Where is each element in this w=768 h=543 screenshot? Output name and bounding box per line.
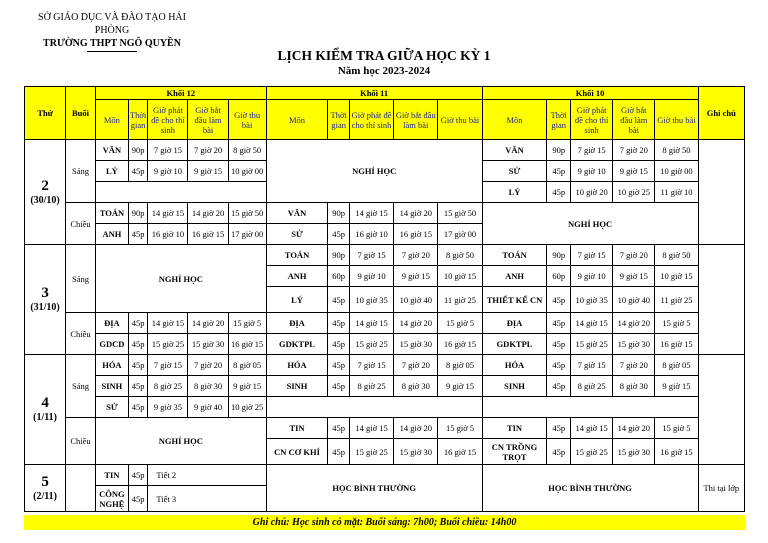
k11-col-phat: Giờ phát đề cho thí sinh — [349, 100, 393, 140]
subject: HÓA — [482, 355, 547, 376]
time-cell: 14 giờ 20 — [188, 313, 228, 334]
table-row — [25, 313, 745, 334]
table-row — [25, 334, 745, 355]
time-cell: 9 giờ 15 — [655, 376, 698, 397]
time-cell: 10 giờ 00 — [228, 161, 266, 182]
session-label: Chiều — [66, 313, 96, 355]
k12-col-thu: Giờ thu bài — [228, 100, 266, 140]
time-cell: 14 giờ 20 — [613, 418, 655, 439]
k12-col-thoigian: Thời gian — [128, 100, 148, 140]
subject: ĐỊA — [482, 313, 547, 334]
duration: 45p — [328, 224, 350, 245]
time-cell: 8 giờ 30 — [613, 376, 655, 397]
time-cell: 16 giờ 15 — [438, 334, 482, 355]
time-cell: 8 giờ 25 — [349, 376, 393, 397]
note-cell — [698, 140, 744, 245]
time-cell: 15 giờ 5 — [438, 418, 482, 439]
note-thi-tai-lop: Thi tại lớp — [698, 465, 744, 512]
time-cell: 10 giờ 25 — [228, 397, 266, 418]
empty-cell — [266, 397, 482, 418]
time-cell: 16 giờ 15 — [188, 224, 228, 245]
subject: TIN — [95, 465, 128, 486]
subject: VĂN — [95, 140, 128, 161]
subject: SINH — [482, 376, 547, 397]
subject: LÝ — [482, 182, 547, 203]
time-cell: 10 giờ 40 — [394, 287, 438, 313]
time-cell: 9 giờ 35 — [148, 397, 188, 418]
k12-no-school: NGHỈ HỌC — [95, 245, 266, 313]
k11-col-batdau: Giờ bắt đầu làm bài — [394, 100, 438, 140]
time-cell: 10 giờ 40 — [613, 287, 655, 313]
time-cell: 9 giờ 10 — [349, 266, 393, 287]
session-empty — [66, 465, 96, 512]
col-thu: Thứ — [25, 87, 66, 140]
duration: 45p — [128, 376, 148, 397]
time-cell: 7 giờ 20 — [394, 245, 438, 266]
session-label: Sáng — [66, 245, 96, 313]
time-cell: 15 giờ 5 — [655, 418, 698, 439]
duration: 45p — [128, 486, 148, 512]
duration: 45p — [328, 334, 350, 355]
time-cell: 15 giờ 5 — [438, 313, 482, 334]
period-cell: Tiết 3 — [148, 486, 266, 512]
empty-cell — [482, 397, 698, 418]
day-date: (30/10) — [30, 194, 60, 206]
time-cell: 15 giờ 30 — [394, 334, 438, 355]
time-cell: 8 giờ 50 — [228, 140, 266, 161]
document-header — [28, 11, 196, 52]
duration: 45p — [328, 376, 350, 397]
time-cell: 8 giờ 05 — [655, 355, 698, 376]
table-row — [25, 355, 745, 376]
time-cell: 14 giờ 15 — [349, 418, 393, 439]
subject: ĐỊA — [266, 313, 328, 334]
duration: 45p — [547, 161, 571, 182]
time-cell: 17 giờ 00 — [228, 224, 266, 245]
k11-normal-school: HỌC BÌNH THƯỜNG — [266, 465, 482, 512]
table-row — [25, 376, 745, 397]
duration: 45p — [547, 418, 571, 439]
note-cell — [698, 245, 744, 355]
time-cell: 7 giờ 15 — [349, 355, 393, 376]
k11-col-thoigian: Thời gian — [328, 100, 350, 140]
empty-cell — [95, 182, 266, 203]
time-cell: 8 giờ 25 — [571, 376, 613, 397]
duration: 90p — [547, 245, 571, 266]
time-cell: 7 giờ 15 — [571, 355, 613, 376]
duration: 45p — [547, 376, 571, 397]
session-label: Chiều — [66, 418, 96, 465]
header-row-columns — [25, 100, 745, 140]
subject: CN TRỒNG TRỌT — [482, 439, 547, 465]
duration: 45p — [128, 313, 148, 334]
time-cell: 7 giờ 20 — [613, 245, 655, 266]
time-cell: 8 giờ 50 — [655, 140, 698, 161]
duration: 45p — [547, 334, 571, 355]
time-cell: 10 giờ 00 — [655, 161, 698, 182]
time-cell: 17 giờ 00 — [438, 224, 482, 245]
k10-col-thu: Giờ thu bài — [655, 100, 698, 140]
time-cell: 16 giờ 15 — [394, 224, 438, 245]
time-cell: 16 giờ 15 — [228, 334, 266, 355]
subject: TOÁN — [482, 245, 547, 266]
time-cell: 10 giờ 25 — [613, 182, 655, 203]
table-row — [25, 397, 745, 418]
time-cell: 9 giờ 10 — [571, 161, 613, 182]
duration: 90p — [328, 203, 350, 224]
time-cell: 7 giờ 15 — [148, 355, 188, 376]
k12-col-phat: Giờ phát đề cho thí sinh — [148, 100, 188, 140]
subject: SỬ — [266, 224, 328, 245]
time-cell: 7 giờ 20 — [188, 140, 228, 161]
time-cell: 8 giờ 05 — [228, 355, 266, 376]
duration: 90p — [547, 140, 571, 161]
duration: 45p — [328, 355, 350, 376]
time-cell: 15 giờ 50 — [438, 203, 482, 224]
time-cell: 10 giờ 15 — [655, 266, 698, 287]
table-row — [25, 203, 745, 224]
day-date: (31/10) — [30, 302, 60, 313]
duration: 45p — [547, 355, 571, 376]
time-cell: 7 giờ 20 — [188, 355, 228, 376]
time-cell: 15 giờ 5 — [228, 313, 266, 334]
session-label: Sáng — [66, 355, 96, 418]
block-11-header: Khối 11 — [266, 87, 482, 100]
duration: 45p — [547, 182, 571, 203]
duration: 60p — [547, 266, 571, 287]
time-cell: 15 giờ 30 — [394, 439, 438, 465]
subject: GDCD — [95, 334, 128, 355]
time-cell: 11 giờ 25 — [438, 287, 482, 313]
time-cell: 8 giờ 50 — [438, 245, 482, 266]
subject: ANH — [482, 266, 547, 287]
time-cell: 11 giờ 25 — [655, 287, 698, 313]
subject: THIẾT KẾ CN — [482, 287, 547, 313]
time-cell: 7 giờ 20 — [613, 355, 655, 376]
k12-no-school: NGHỈ HỌC — [95, 418, 266, 465]
time-cell: 15 giờ 50 — [228, 203, 266, 224]
duration: 45p — [328, 418, 350, 439]
duration: 45p — [328, 313, 350, 334]
subject: TOÁN — [95, 203, 128, 224]
time-cell: 14 giờ 15 — [571, 313, 613, 334]
time-cell: 16 giờ 15 — [655, 439, 698, 465]
subject: SINH — [95, 376, 128, 397]
subject: HÓA — [95, 355, 128, 376]
time-cell: 15 giờ 5 — [655, 313, 698, 334]
time-cell: 16 giờ 15 — [655, 334, 698, 355]
time-cell: 9 giờ 10 — [148, 161, 188, 182]
time-cell: 8 giờ 25 — [148, 376, 188, 397]
subject: TOÁN — [266, 245, 328, 266]
subject: CÔNG NGHỆ — [95, 486, 128, 512]
time-cell: 15 giờ 30 — [188, 334, 228, 355]
time-cell: 10 giờ 20 — [571, 182, 613, 203]
time-cell: 14 giờ 15 — [349, 313, 393, 334]
subject: VĂN — [266, 203, 328, 224]
duration: 45p — [547, 287, 571, 313]
subject: ANH — [95, 224, 128, 245]
subject: GDKTPL — [482, 334, 547, 355]
time-cell: 7 giờ 15 — [571, 140, 613, 161]
time-cell: 7 giờ 20 — [394, 355, 438, 376]
duration: 45p — [328, 439, 350, 465]
time-cell: 14 giờ 15 — [148, 203, 188, 224]
k11-no-school: NGHỈ HỌC — [266, 140, 482, 203]
time-cell: 9 giờ 15 — [613, 161, 655, 182]
time-cell: 9 giờ 15 — [438, 376, 482, 397]
time-cell: 14 giờ 20 — [188, 203, 228, 224]
subject: SỬ — [95, 397, 128, 418]
duration: 45p — [128, 397, 148, 418]
duration: 45p — [128, 465, 148, 486]
day-number: 5 — [41, 473, 49, 490]
k10-col-thoigian: Thời gian — [547, 100, 571, 140]
day-cell — [25, 465, 66, 512]
time-cell: 14 giờ 20 — [394, 418, 438, 439]
time-cell: 11 giờ 10 — [655, 182, 698, 203]
k11-col-thu: Giờ thu bài — [438, 100, 482, 140]
subject: HÓA — [266, 355, 328, 376]
time-cell: 9 giờ 15 — [394, 266, 438, 287]
subject: CN CƠ KHÍ — [266, 439, 328, 465]
k12-col-batdau: Giờ bắt đầu làm bài — [188, 100, 228, 140]
table-row — [25, 465, 745, 486]
day-number: 3 — [41, 285, 49, 301]
subject: GDKTPL — [266, 334, 328, 355]
time-cell: 7 giờ 15 — [349, 245, 393, 266]
time-cell: 9 giờ 40 — [188, 397, 228, 418]
duration: 90p — [328, 245, 350, 266]
time-cell: 14 giờ 15 — [571, 418, 613, 439]
table-row — [25, 140, 745, 161]
time-cell: 14 giờ 15 — [349, 203, 393, 224]
day-cell — [25, 245, 66, 355]
time-cell: 8 giờ 50 — [655, 245, 698, 266]
footer-note: Ghi chú: Học sinh có mặt: Buổi sáng: 7h00; Buổi chiều: 14h00 — [24, 515, 745, 530]
time-cell: 14 giờ 20 — [394, 313, 438, 334]
k10-no-school: NGHỈ HỌC — [482, 203, 698, 245]
time-cell: 10 giờ 15 — [438, 266, 482, 287]
subject: TIN — [482, 418, 547, 439]
subject: VĂN — [482, 140, 547, 161]
time-cell: 9 giờ 15 — [613, 266, 655, 287]
time-cell: 16 giờ 10 — [349, 224, 393, 245]
block-10-header: Khối 10 — [482, 87, 698, 100]
school-year: Năm học 2023-2024 — [337, 65, 431, 77]
duration: 60p — [328, 266, 350, 287]
k10-col-phat: Giờ phát đề cho thí sinh — [571, 100, 613, 140]
duration: 45p — [128, 355, 148, 376]
page-title: LỊCH KIỂM TRA GIỮA HỌC KỲ 1 — [277, 48, 491, 63]
k12-col-mon: Môn — [95, 100, 128, 140]
time-cell: 16 giờ 10 — [148, 224, 188, 245]
table-row — [25, 418, 745, 439]
department-name: SỞ GIÁO DỤC VÀ ĐÀO TẠO HẢI PHÒNG — [38, 12, 186, 36]
duration: 45p — [547, 439, 571, 465]
time-cell: 8 giờ 30 — [394, 376, 438, 397]
subject: ĐỊA — [95, 313, 128, 334]
duration: 45p — [128, 161, 148, 182]
subject: LÝ — [95, 161, 128, 182]
time-cell: 15 giờ 30 — [613, 439, 655, 465]
exam-schedule-table — [24, 86, 745, 512]
duration: 90p — [128, 203, 148, 224]
subject: ANH — [266, 266, 328, 287]
duration: 45p — [328, 287, 350, 313]
day-cell — [25, 355, 66, 465]
time-cell: 7 giờ 15 — [148, 140, 188, 161]
time-cell: 14 giờ 20 — [394, 203, 438, 224]
school-name: TRƯỜNG THPT NGÔ QUYỀN — [43, 38, 181, 49]
duration: 45p — [547, 313, 571, 334]
subject: TIN — [266, 418, 328, 439]
block-12-header: Khối 12 — [95, 87, 266, 100]
subject: LÝ — [266, 287, 328, 313]
time-cell: 14 giờ 15 — [148, 313, 188, 334]
col-ghichu: Ghi chú — [698, 87, 744, 140]
time-cell: 14 giờ 20 — [613, 313, 655, 334]
time-cell: 7 giờ 20 — [613, 140, 655, 161]
duration: 45p — [128, 334, 148, 355]
subject: SINH — [266, 376, 328, 397]
time-cell: 15 giờ 25 — [571, 439, 613, 465]
time-cell: 10 giờ 35 — [571, 287, 613, 313]
day-cell — [25, 140, 66, 245]
table-row — [25, 245, 745, 266]
time-cell: 8 giờ 30 — [188, 376, 228, 397]
period-cell: Tiết 2 — [148, 465, 266, 486]
day-date: (2/11) — [33, 490, 57, 502]
k10-col-mon: Môn — [482, 100, 547, 140]
day-number: 2 — [41, 177, 49, 194]
header-row-blocks — [25, 87, 745, 100]
time-cell: 9 giờ 10 — [571, 266, 613, 287]
note-cell — [698, 355, 744, 465]
session-label: Chiều — [66, 203, 96, 245]
time-cell: 10 giờ 35 — [349, 287, 393, 313]
session-label: Sáng — [66, 140, 96, 203]
time-cell: 15 giờ 25 — [148, 334, 188, 355]
k10-normal-school: HỌC BÌNH THƯỜNG — [482, 465, 698, 512]
duration: 90p — [128, 140, 148, 161]
time-cell: 15 giờ 25 — [349, 439, 393, 465]
duration: 45p — [128, 224, 148, 245]
time-cell: 15 giờ 30 — [613, 334, 655, 355]
time-cell: 9 giờ 15 — [188, 161, 228, 182]
k10-col-batdau: Giờ bắt đầu làm bài — [613, 100, 655, 140]
time-cell: 16 giờ 15 — [438, 439, 482, 465]
time-cell: 15 giờ 25 — [571, 334, 613, 355]
subject: SỬ — [482, 161, 547, 182]
col-buoi: Buổi — [66, 87, 96, 140]
k11-col-mon: Môn — [266, 100, 328, 140]
day-date: (1/11) — [33, 412, 57, 423]
time-cell: 7 giờ 15 — [571, 245, 613, 266]
day-number: 4 — [41, 395, 49, 411]
time-cell: 9 giờ 15 — [228, 376, 266, 397]
time-cell: 8 giờ 05 — [438, 355, 482, 376]
time-cell: 15 giờ 25 — [349, 334, 393, 355]
